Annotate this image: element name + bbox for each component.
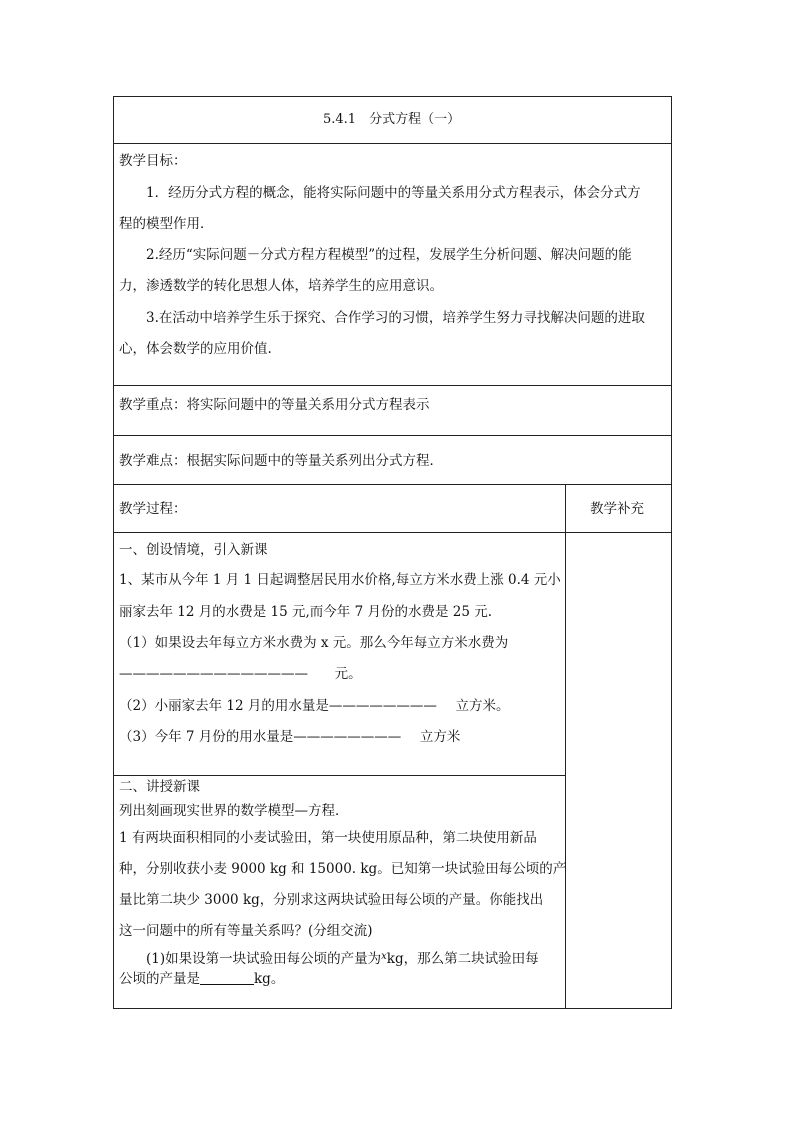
- process-header: 教学过程：: [119, 501, 187, 517]
- question-text: (1)如果设第一块试验田每公顷的产量为: [146, 951, 382, 967]
- answer-blank[interactable]: ——————————————: [119, 666, 308, 682]
- section-1-question-1: （1）如果设去年每立方米水费为 x 元。那么今年每立方米水费为: [119, 635, 509, 651]
- divider-section: [113, 775, 565, 776]
- section-2-heading: 二、讲授新课: [119, 779, 200, 795]
- divider-objectives: [113, 385, 672, 386]
- unit-label: 元。: [334, 666, 362, 682]
- divider-title: [113, 143, 672, 144]
- variable-x: x: [381, 951, 387, 962]
- page-title: 5.4.1 分式方程（一）: [323, 112, 461, 127]
- objective-3-line-1: 3.在活动中培养学生乐于探究、合作学习的习惯，培养学生努力寻找解决问题的进取: [146, 310, 645, 326]
- section-1-heading: 一、创设情境，引入新课: [119, 542, 268, 558]
- answer-blank[interactable]: [200, 972, 254, 985]
- section-1-question-1-answer: [119, 665, 362, 683]
- section-2-problem-line-1: 1 有两块面积相同的小麦试验田，第一块使用原品种，第二块使用新品: [119, 830, 537, 846]
- section-1-question-3: [119, 728, 460, 746]
- question-text: （3）今年 7 月份的用水量是: [119, 729, 294, 745]
- divider-keypoint: [113, 435, 672, 436]
- section-2-problem-line-4: 这一问题中的所有等量关系吗？(分组交流): [119, 923, 373, 939]
- column-divider: [565, 484, 566, 1009]
- objective-2-line-2: 力，渗透数学的转化思想人体，培养学生的应用意识。: [119, 278, 443, 294]
- section-2-question-1-line-1: [146, 948, 539, 968]
- unit-label: 立方米: [419, 729, 461, 745]
- divider-process-header: [113, 532, 672, 533]
- objective-1-line-2: 程的模型作用．: [119, 216, 214, 232]
- section-1-problem-line-1: 1、某市从今年 1 月 1 日起调整居民用水价格,每立方米水费上涨 0.4 元小: [119, 572, 561, 588]
- question-text: （2）小丽家去年 12 月的用水量是: [119, 698, 329, 714]
- key-point: 教学重点：将实际问题中的等量关系用分式方程表示: [119, 397, 430, 413]
- objectives-heading: 教学目标：: [119, 153, 187, 169]
- objective-3-line-2: 心，体会数学的应用价值.: [119, 341, 272, 357]
- difficulty: 教学难点：根据实际问题中的等量关系列出分式方程．: [119, 453, 443, 469]
- question-text: kg，那么第二块试验田每: [386, 951, 539, 967]
- section-2-intro: 列出刻画现实世界的数学模型—方程．: [119, 803, 349, 819]
- section-1-question-2: [119, 697, 509, 715]
- section-1-problem-line-2: 丽家去年 12 月的水费是 15 元,而今年 7 月份的水费是 25 元.: [119, 604, 493, 620]
- objective-1-line-1: 1．经历分式方程的概念，能将实际问题中的等量关系用分式方程表示，体会分式方: [146, 185, 641, 201]
- section-2-problem-line-3: 量比第二块少 3000 kg，分别求这两块试验田每公顷的产量。你能找出: [119, 892, 544, 908]
- answer-blank[interactable]: ————————: [293, 729, 402, 745]
- answer-blank[interactable]: ————————: [328, 698, 437, 714]
- unit-label: 立方米。: [455, 698, 510, 714]
- divider-difficulty: [113, 484, 672, 485]
- section-2-problem-line-2: 种，分别收获小麦 9000 kg 和 15000. kg。已知第一块试验田每公顷的产: [119, 861, 567, 877]
- supplement-header: 教学补充: [590, 501, 644, 517]
- section-2-question-1-line-2: [119, 970, 284, 988]
- objective-2-line-1: 2.经历“实际问题－分式方程方程模型”的过程，发展学生分析问题、解决问题的能: [146, 247, 632, 263]
- question-text: 公顷的产量是: [119, 971, 200, 987]
- unit-label: kg。: [254, 971, 285, 987]
